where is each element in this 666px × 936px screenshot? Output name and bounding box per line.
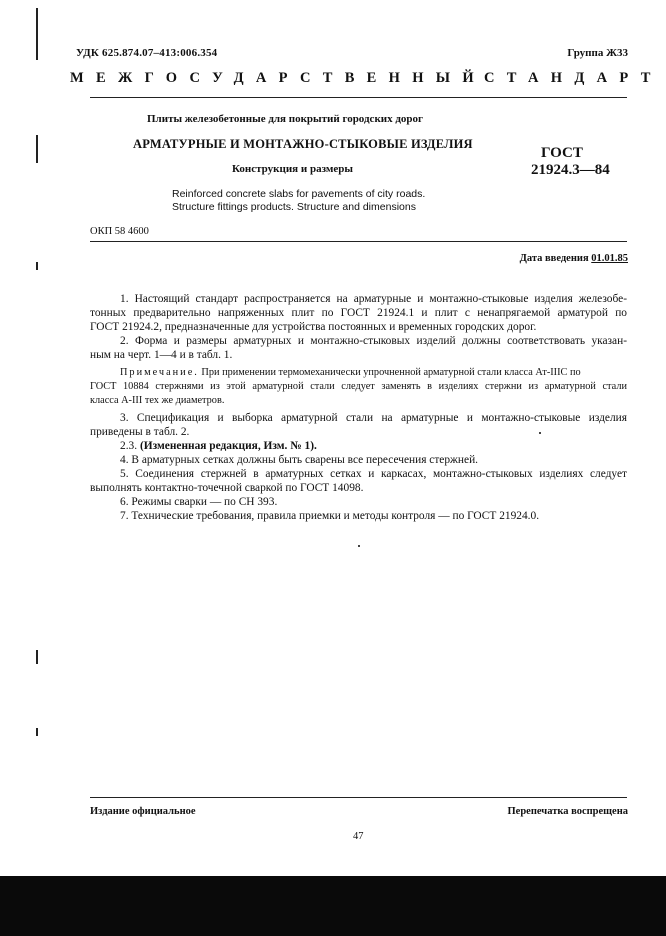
- note-line-3: класса А-III тех же диаметров.: [90, 395, 225, 406]
- paragraph-5-line-2: выполнять контактно-точечной сваркой по ГОСТ 14098.: [90, 482, 364, 494]
- change-text: (Измененная редакция, Изм. № 1).: [139, 440, 317, 452]
- intro-date-value: 01.01.85: [591, 253, 628, 264]
- okp-code: ОКП 58 4600: [90, 226, 149, 237]
- document-title: АРМАТУРНЫЕ И МОНТАЖНО-СТЫКОВЫЕ ИЗДЕЛИЯ: [133, 137, 473, 151]
- change-note: [90, 439, 657, 453]
- page-number: 47: [353, 831, 364, 842]
- okp-rule: [90, 241, 627, 242]
- paragraph-2-line-1: 2. Форма и размеры арматурных и монтажно-стыковых изделий должны соответствовать указан-: [120, 335, 627, 347]
- note-line-1: [90, 366, 627, 380]
- group-code: Группа Ж33: [567, 47, 628, 59]
- footer-reprint-prohibited: Перепечатка воспрещена: [507, 806, 628, 817]
- note-heading: Примечание.: [120, 367, 199, 378]
- scan-margin-line-top: [36, 8, 38, 60]
- english-title-line2: Structure fittings products. Structure and dimensions: [172, 201, 416, 213]
- document-subtitle2: Конструкция и размеры: [232, 163, 353, 175]
- paragraph-7: 7. Технические требования, правила приемки и методы контроля — по ГОСТ 21924.0.: [120, 510, 540, 522]
- note-line-1-text: При применении термомеханически упрочненной арматурной стали класса Ат-IIIС по: [198, 367, 581, 378]
- scan-speck: [539, 432, 541, 434]
- change-ref: 2.3.: [120, 440, 140, 452]
- header-rule: [90, 97, 627, 98]
- paragraph-1-line-2: тонных предварительно напряженных плит по ГОСТ 21924.1 и плит с ненапрягаемой арматурой по: [90, 307, 627, 319]
- paragraph-1-line-1: 1. Настоящий стандарт распространяется на арматурные и монтажно-стыковые изделия железобе-: [120, 293, 627, 305]
- paragraph-3-line-1: 3. Спецификация и выборка арматурной стали на арматурные и монтажно-стыковые изделия: [120, 412, 627, 424]
- scan-margin-line-low2: [36, 728, 38, 736]
- scan-margin-line-mid2: [36, 262, 38, 270]
- note-line-2: ГОСТ 10884 стержнями из этой арматурной стали следует заменять в изделиях стержни из арматурной стали: [90, 381, 627, 392]
- standard-word: СТАНДАРТ: [484, 70, 663, 86]
- footer-official-edition: Издание официальное: [90, 806, 196, 817]
- english-title-line1: Reinforced concrete slabs for pavements of city roads.: [172, 188, 426, 200]
- paragraph-4: 4. В арматурных сетках должны быть сварены все пересечения стержней.: [120, 454, 479, 466]
- introduction-date: [520, 253, 628, 264]
- gost-number: 21924.3—84: [531, 162, 610, 178]
- scan-black-edge: [0, 876, 666, 936]
- intro-date-label: Дата введения: [519, 253, 589, 264]
- paragraph-1-line-3: ГОСТ 21924.2, предназначенные для устройства постоянных и временных городских дорог.: [90, 321, 537, 333]
- scan-speck: [358, 545, 360, 547]
- paragraph-6: 6. Режимы сварки — по СН 393.: [120, 496, 278, 508]
- gost-label: ГОСТ: [541, 145, 583, 161]
- paragraph-2-line-2: ным на черт. 1—4 и в табл. 1.: [90, 349, 233, 361]
- footer-rule: [90, 797, 627, 798]
- document-subtitle: Плиты железобетонные для покрытий городских дорог: [147, 113, 424, 125]
- udk-code: УДК 625.874.07–413:006.354: [76, 47, 218, 59]
- paragraph-5-line-1: 5. Соединения стержней в арматурных сетках и каркасах, монтажно-стыковых изделиях следует: [120, 468, 627, 480]
- paragraph-3-line-2: приведены в табл. 2.: [90, 426, 190, 438]
- interstate-word: МЕЖГОСУДАРСТВЕННЫЙ: [70, 70, 486, 86]
- scan-margin-line-mid: [36, 135, 38, 163]
- scan-margin-line-low: [36, 650, 38, 664]
